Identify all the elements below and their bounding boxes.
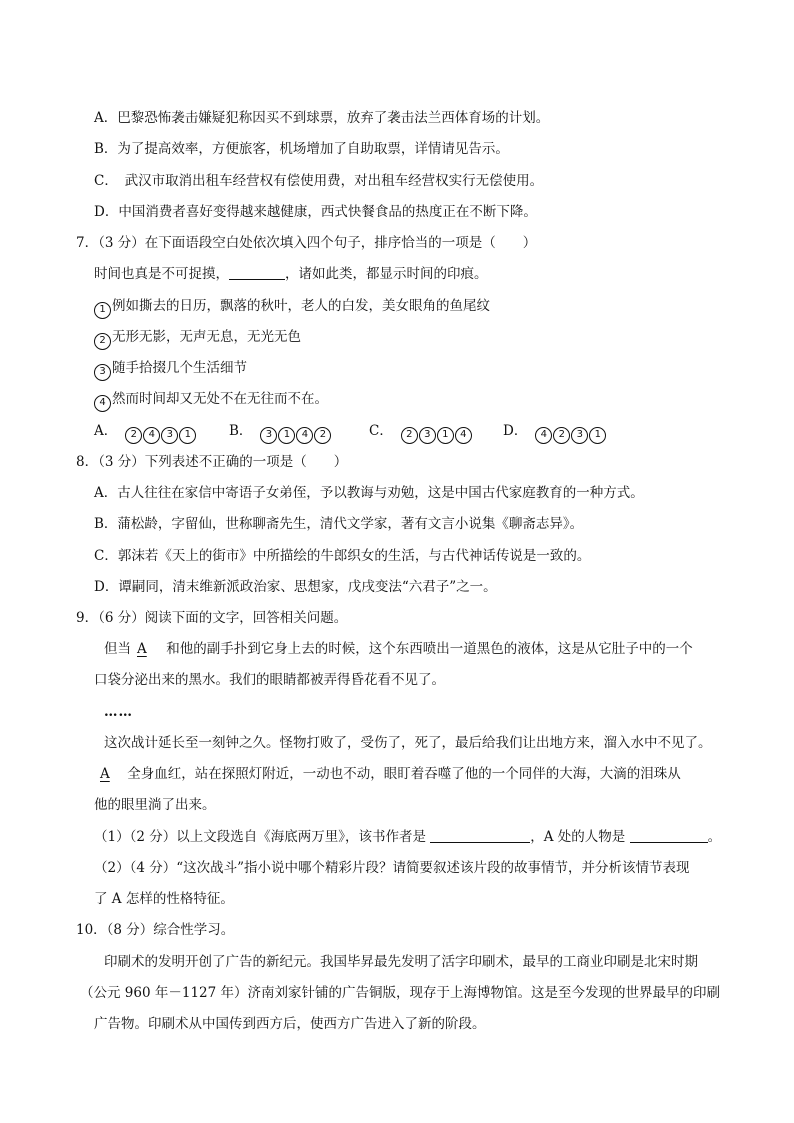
q8-stem: 8．（3 分）下列表述不正确的一项是（ ） [76,454,348,470]
q9-passage-line-1: 但当 A 和他的副手扑到它身上去的时候，这个东西喷出一道黑色的液体，这是从它肚子中的一个 [104,641,693,657]
q9-stem: 9．（6 分）阅读下面的文字，回答相关问题。 [76,610,348,626]
q9-passage-line-3: 这次战计延长至一刻钟之久。怪物打败了，受伤了，死了，最后给我们让出地方来，溜入水中不见了。 [104,735,712,751]
circled-number: 2 [94,333,111,350]
q7-answer-blank [229,265,285,280]
q7-sentence-1 [94,296,490,319]
q9-blank-a: A [100,766,110,782]
q7-choice-a: A． 2 4 3 1 [94,421,197,444]
q9-character-blank [630,828,708,843]
q10-passage-line-2: （公元 960 年－1127 年）济南刘家针铺的广告铜版，现存于上海博物馆。这是至今发现的世界最早的印刷 [80,985,720,1001]
circled-number: 4 [94,395,111,412]
q9-passage-line-2: 口袋分泌出来的黑水。我们的眼睛都被弄得昏花看不见了。 [94,672,445,688]
q9-author-blank [430,828,530,843]
q6-option-d: D．中国消费者喜好变得越来越健康，西式快餐食品的热度正在不断下降。 [94,204,537,220]
q7-passage-after: ，诸如此类，都显示时间的印痕。 [285,266,488,282]
q7-choice-d: D． 4 2 3 1 [503,421,607,444]
circled-number: 1 [94,302,111,319]
q8-option-b: B．蒲松龄，字留仙，世称聊斋先生，清代文学家，著有文言小说集《聊斋志异》。 [94,516,584,532]
q7-sentence-3 [94,358,247,381]
q7-sentence-text: 随手拾掇几个生活细节 [112,360,247,376]
q7-choice-b: B． 3 1 4 2 [229,421,332,444]
q7-sentence-text: 无形无影，无声无息，无光无色 [112,329,301,345]
q9-blank-a: A [137,641,147,657]
q9-sub-question-2: （2）（4 分）“这次战斗”指小说中哪个精彩片段？请简要叙述该片段的故事情节，并分析该情节表现 [94,860,690,876]
q6-option-a: A．巴黎恐怖袭击嫌疑犯称因买不到球票，放弃了袭击法兰西体育场的计划。 [94,110,550,126]
q9-sub-question-1: （1）（2 分）以上文段选自《海底两万里》，该书作者是 ，A 处的人物是 。 [94,829,722,845]
q8-option-a: A．古人往往在家信中寄语子女弟侄，予以教诲与劝勉，这是中国古代家庭教育的一种方式。 [94,485,644,501]
q9-ellipsis: …… [104,704,133,720]
q10-stem: 10．（8 分）综合性学习。 [76,922,235,938]
q9-sub-question-2-cont: 了 A 怎样的性格特征。 [94,891,234,907]
q10-passage-line-1: 印刷术的发明开创了广告的新纪元。我国毕昇最先发明了活字印刷术，最早的工商业印刷是北宋时期 [104,954,698,970]
q8-option-c: C．郭沫若《天上的街市》中所描绘的牛郎织女的生活，与古代神话传说是一致的。 [94,548,591,564]
q6-option-b: B．为了提高效率，方便旅客，机场增加了自助取票，详情请见告示。 [94,141,509,157]
q8-option-d: D．谭嗣同，清末维新派政治家、思想家，戊戌变法“六君子”之一。 [94,579,497,595]
q7-passage [94,264,488,284]
q7-sentence-4 [94,389,328,412]
q7-sentence-2 [94,327,301,350]
q10-passage-line-3: 广告物。印刷术从中国传到西方后，使西方广告进入了新的阶段。 [94,1016,486,1032]
q7-stem: 7．（3 分）在下面语段空白处依次填入四个句子，排序恰当的一项是（ ） [76,235,537,251]
q6-option-c: C． 武汉市取消出租车经营权有偿使用费，对出租车经营权实行无偿使用。 [94,173,544,189]
q7-sentence-text: 例如撕去的日历，飘落的秋叶，老人的白发，美女眼角的鱼尾纹 [112,298,490,314]
circled-number: 3 [94,364,111,381]
q9-passage-line-5: 他的眼里淌了出来。 [94,797,216,813]
q7-passage-before: 时间也真是不可捉摸， [94,266,229,282]
q7-sentence-text: 然而时间却又无处不在无往而不在。 [112,391,328,407]
q9-passage-line-4: A 全身血红，站在探照灯附近，一动也不动，眼盯着吞噬了他的一个同伴的大海，大滴的泪珠从 [94,764,681,784]
q7-choice-c: C． 2 3 1 4 [369,421,473,444]
